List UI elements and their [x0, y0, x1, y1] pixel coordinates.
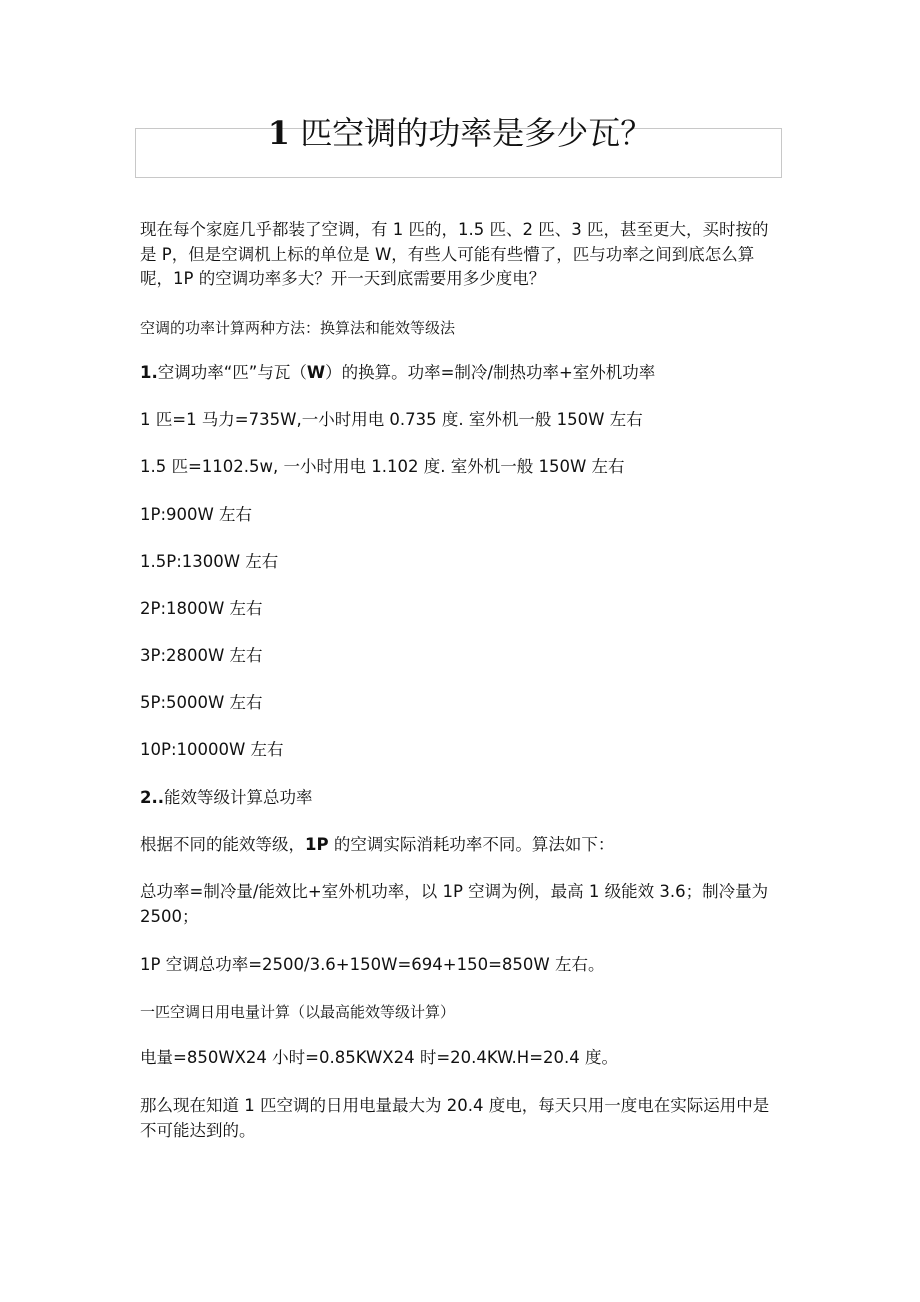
section-1-text: 空调功率“匹”与瓦（: [157, 363, 307, 382]
line-3p: 3P:2800W 左右: [140, 646, 263, 665]
section-2-heading: [140, 786, 313, 811]
document-title: [0, 110, 920, 156]
title-number: 1: [267, 114, 291, 152]
result-paragraph: 1P 空调总功率=2500/3.6+150W=694+150=850W 左右。: [140, 955, 605, 974]
section-2-intro: [140, 833, 614, 858]
line-1hp: 1 匹=1 马力=735W,一小时用电 0.735 度. 室外机一般 150W 左右: [140, 410, 643, 429]
methods-paragraph: 空调的功率计算两种方法：换算法和能效等级法: [140, 319, 456, 337]
section-1-heading: [140, 361, 655, 386]
line-1p: 1P:900W 左右: [140, 505, 253, 524]
line-1-5p: 1.5P:1300W 左右: [140, 552, 279, 571]
daily-calc: 电量=850WX24 小时=0.85KWX24 时=20.4KW.H=20.4 度。: [140, 1048, 619, 1067]
formula-paragraph: 总功率=制冷量/能效比+室外机功率，以 1P 空调为例，最高 1 级能效 3.6；制冷量为 2500；: [140, 882, 769, 926]
section-2-number: 2..: [140, 788, 165, 807]
intro-paragraph: 现在每个家庭几乎都装了空调，有 1 匹的，1.5 匹、2 匹、3 匹，甚至更大，买时按的是 P，但是空调机上标的单位是 W，有些人可能有些懵了，匹与功率之间到底怎么算呢，1P 的空调功率多大？开一天到底需要用多少度电？: [140, 220, 769, 288]
section-2-intro-b: 1P: [305, 835, 329, 854]
section-1-w: W: [306, 363, 326, 382]
section-2-text: 能效等级计算总功率: [164, 788, 313, 807]
line-5p: 5P:5000W 左右: [140, 693, 263, 712]
section-1-rest: ）的换算。功率=制冷/制热功率+室外机功率: [325, 363, 656, 382]
section-1-number: 1.: [140, 363, 158, 382]
daily-title: 一匹空调日用电量计算（以最高能效等级计算）: [140, 1003, 456, 1021]
conclusion-paragraph: 那么现在知道 1 匹空调的日用电量最大为 20.4 度电，每天只用一度电在实际运用中是不可能达到的。: [140, 1096, 770, 1140]
title-text: 匹空调的功率是多少瓦？: [290, 114, 653, 152]
section-2-intro-c: 的空调实际消耗功率不同。算法如下：: [328, 835, 615, 854]
line-2p: 2P:1800W 左右: [140, 599, 263, 618]
line-10p: 10P:10000W 左右: [140, 740, 284, 759]
line-1-5hp: 1.5 匹=1102.5w, 一小时用电 1.102 度. 室外机一般 150W 左右: [140, 457, 625, 476]
section-2-intro-a: 根据不同的能效等级，: [140, 835, 305, 854]
